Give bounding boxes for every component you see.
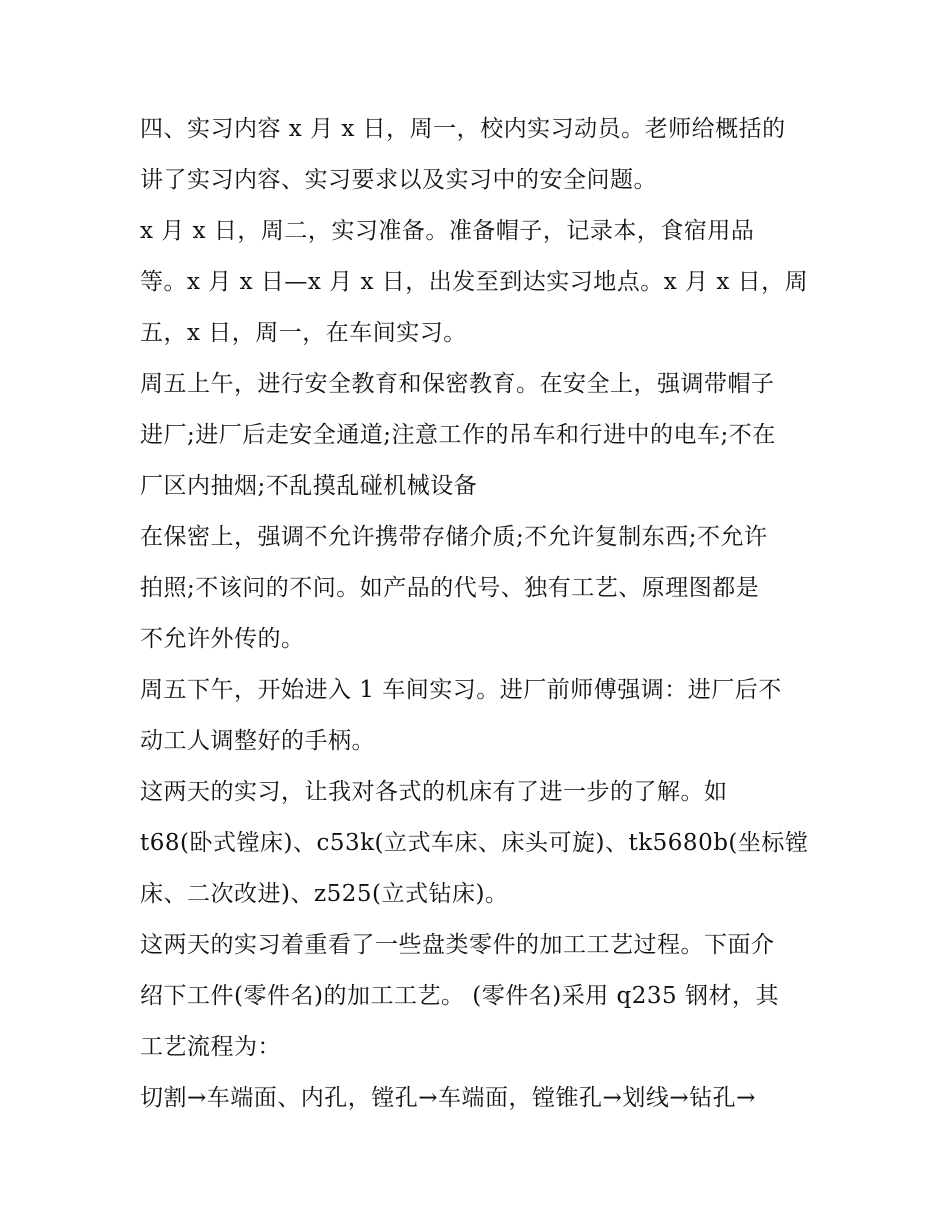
text-line: 等。x 月 x 日—x 月 x 日，出发至到达实习地点。x 月 x 日，周 [140,269,809,295]
text-line: 床、二次改进)、z525(立式钻床)。 [140,881,509,907]
text-line: x 月 x 日，周二，实习准备。准备帽子，记录本，食宿用品 [140,218,755,244]
text-line: 厂区内抽烟;不乱摸乱碰机械设备 [140,473,478,499]
text-line: 讲了实习内容、实习要求以及实习中的安全问题。 [140,167,657,193]
text-line: 五，x 日，周一，在车间实习。 [140,320,467,346]
text-line: 切割→车端面、内孔，镗孔→车端面，镗锥孔→划线→钻孔→ [140,1085,756,1111]
text-line: 不允许外传的。 [140,626,305,652]
text-line: 工艺流程为： [140,1034,281,1060]
text-line: 周五下午，开始进入 1 车间实习。进厂前师傅强调：进厂后不 [140,677,782,703]
text-line: 周五上午，进行安全教育和保密教育。在安全上，强调带帽子 [140,371,775,397]
document-body [140,104,815,1124]
text-line: 动工人调整好的手柄。 [140,728,375,754]
text-line: 四、实习内容 x 月 x 日，周一，校内实习动员。老师给概括的 [140,116,786,142]
text-line: 绍下工件(零件名)的加工工艺。 (零件名)采用 q235 钢材，其 [140,983,779,1009]
text-line: 拍照;不该问的不问。如产品的代号、独有工艺、原理图都是 [140,575,760,601]
text-line: 在保密上，强调不允许携带存储介质;不允许复制东西;不允许 [140,524,768,550]
text-line: 这两天的实习，让我对各式的机床有了进一步的了解。如 [140,779,728,805]
text-line: 这两天的实习着重看了一些盘类零件的加工工艺过程。下面介 [140,932,775,958]
text-line: 进厂;进厂后走安全通道;注意工作的吊车和行进中的电车;不在 [140,422,776,448]
text-line: t68(卧式镗床)、c53k(立式车床、床头可旋)、tk5680b(坐标镗 [140,830,809,856]
